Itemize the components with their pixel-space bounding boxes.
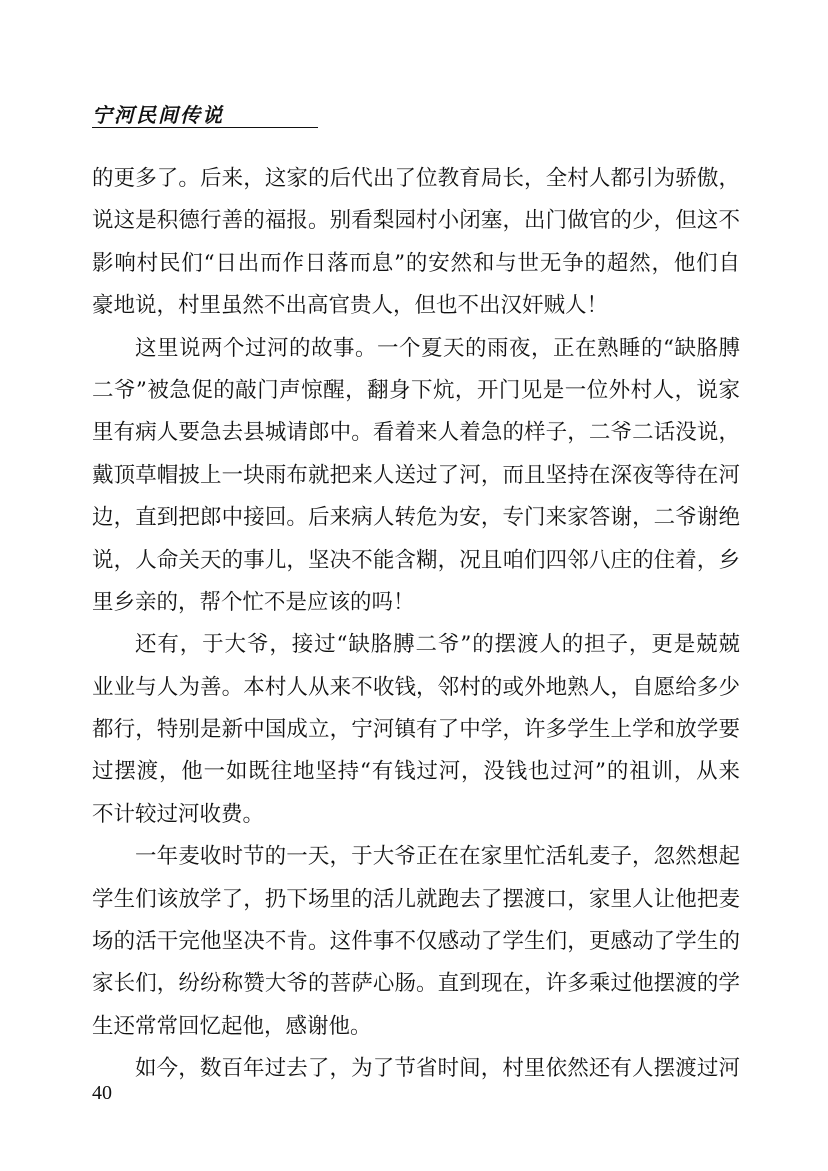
paragraph — [92, 624, 740, 836]
paragraph — [92, 1048, 740, 1090]
text-line: 说，人命关天的事儿，坚决不能含糊，况且咱们四邻八庄的住着，乡 — [92, 547, 740, 573]
text-line: 戴顶草帽披上一块雨布就把来人送过了河，而且坚持在深夜等待在河 — [92, 462, 740, 488]
text-line: 影响村民们“日出而作日落而息”的安然和与世无争的超然，他们自 — [92, 250, 740, 276]
text-line: 场的活干完他坚决不肯。这件事不仅感动了学生们，更感动了学生的 — [92, 929, 740, 955]
page-number: 40 — [92, 1082, 112, 1104]
text-line: 里乡亲的，帮个忙不是应该的吗！ — [92, 589, 415, 615]
text-line: 说这是积德行善的福报。别看梨园村小闭塞，出门做官的少，但这不 — [92, 208, 740, 234]
text-line: 还有，于大爷，接过“缺胳膊二爷”的摆渡人的担子，更是兢兢 — [135, 632, 740, 658]
text-line: 豪地说，村里虽然不出高官贵人，但也不出汉奸贼人！ — [92, 293, 609, 319]
text-line: 里有病人要急去县城请郎中。看着来人着急的样子，二爷二话没说， — [92, 420, 740, 446]
paragraph — [92, 158, 740, 328]
running-header-title: 宁河民间传说 — [92, 103, 224, 127]
text-line: 边，直到把郎中接回。后来病人转危为安，专门来家答谢，二爷谢绝 — [92, 505, 740, 531]
text-line: 的更多了。后来，这家的后代出了位教育局长，全村人都引为骄傲， — [92, 166, 740, 191]
paragraph — [92, 328, 740, 625]
text-line: 生还常常回忆起他，感谢他。 — [92, 1013, 372, 1039]
text-line: 如今，数百年过去了，为了节省时间，村里依然还有人摆渡过河 — [135, 1056, 740, 1082]
header-rule — [92, 127, 318, 128]
text-line: 二爷”被急促的敲门声惊醒，翻身下炕，开门见是一位外村人，说家 — [92, 377, 740, 403]
text-line: 过摆渡，他一如既往地坚持“有钱过河，没钱也过河”的祖训，从来 — [92, 759, 740, 785]
text-line: 这里说两个过河的故事。一个夏天的雨夜，正在熟睡的“缺胳膊 — [135, 335, 740, 361]
text-line: 一年麦收时节的一天，于大爷正在在家里忙活轧麦子，忽然想起 — [135, 844, 740, 870]
text-line: 不计较过河收费。 — [92, 801, 265, 827]
text-line: 都行，特别是新中国成立，宁河镇有了中学，许多学生上学和放学要 — [92, 717, 740, 743]
text-line: 家长们，纷纷称赞大爷的菩萨心肠。直到现在，许多乘过他摆渡的学 — [92, 971, 740, 997]
text-line: 业业与人为善。本村人从来不收钱，邻村的或外地熟人，自愿给多少 — [92, 674, 740, 700]
text-line: 学生们该放学了，扔下场里的活儿就跑去了摆渡口，家里人让他把麦 — [92, 886, 740, 912]
paragraph — [92, 836, 740, 1048]
body-text — [92, 158, 740, 1091]
